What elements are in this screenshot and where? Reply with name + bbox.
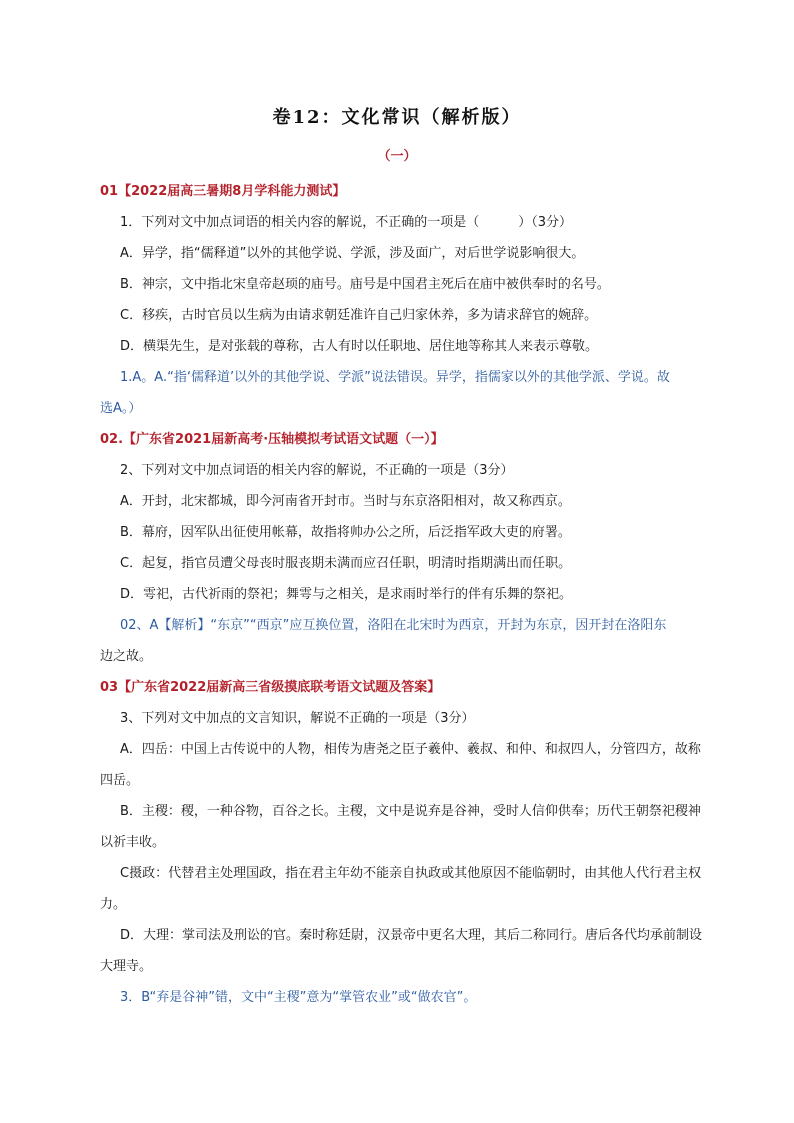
- question-3-option-c-line-1: C摄政：代替君主处理国政，指在君主年幼不能亲自执政或其他原因不能临朝时，由其他人代行君主权: [120, 866, 702, 881]
- question-2-option-d: D．雩祀，古代祈雨的祭祀；舞雩与之相关，是求雨时举行的伴有乐舞的祭祀。: [120, 587, 573, 602]
- question-1-option-b: B．神宗，文中指北宋皇帝赵顼的庙号。庙号是中国君主死后在庙中被供奉时的名号。: [120, 277, 610, 292]
- question-3-option-c-line-2: 力。: [100, 897, 127, 912]
- question-1-option-d: D．横渠先生，是对张载的尊称，古人有时以任职地、居住地等称其人来表示尊敬。: [120, 339, 599, 354]
- question-2-option-c: C．起复，指官员遭父母丧时服丧期未满而应召任职，明清时指期满出而任职。: [120, 556, 572, 571]
- question-3-option-d-line-1: D．大理：掌司法及刑讼的官。秦时称廷尉，汉景帝中更名大理，其后二称同行。唐后各代均承前制设: [120, 928, 703, 943]
- page-title: 卷12：文化常识（解析版）: [272, 107, 522, 128]
- question-2-answer-line-2: 边之故。: [100, 649, 153, 664]
- question-3-option-d-line-2: 大理寺。: [100, 959, 153, 974]
- question-2-option-b: B．幕府，因军队出征使用帐幕，故指将帅办公之所，后泛指军政大吏的府署。: [120, 525, 571, 540]
- question-3-option-a-line-1: A．四岳：中国上古传说中的人物，相传为唐尧之臣子羲仲、羲叔、和仲、和叔四人，分管四方，故称: [120, 742, 701, 757]
- question-2-option-a: A．开封，北宋都城，即今河南省开封市。当时与东京洛阳相对，故又称西京。: [120, 494, 571, 509]
- question-1-stem: 1．下列对文中加点词语的相关内容的解说，不正确的一项是（ ）（3分）: [120, 215, 573, 230]
- question-3-option-a-line-2: 四岳。: [100, 773, 140, 788]
- question-1-option-c: C．移疾，古时官员以生病为由请求朝廷准许自己归家休养，多为请求辞官的婉辞。: [120, 308, 598, 323]
- question-1-answer-line-2: 选A。）: [100, 401, 142, 416]
- question-3-stem: 3、下列对文中加点的文言知识，解说不正确的一项是（3分）: [120, 711, 475, 726]
- question-2-source: 02.【广东省2021届新高考·压轴模拟考试语文试题（一）】: [100, 432, 444, 447]
- question-2-answer-line-1: 02、A【解析】“东京”“西京”应互换位置，洛阳在北宋时为西京，开封为东京，因开封在洛阳东: [120, 618, 667, 633]
- question-3-answer: 3．B“弃是谷神”错，文中“主稷”意为“掌管农业”或“做农官”。: [120, 990, 477, 1005]
- question-3-source: 03【广东省2022届新高三省级摸底联考语文试题及答案】: [100, 680, 441, 695]
- question-3-option-b-line-2: 以祈丰收。: [100, 835, 166, 850]
- section-label: （一）: [377, 149, 417, 164]
- question-3-option-b-line-1: B．主稷：稷，一种谷物，百谷之长。主稷，文中是说弃是谷神，受时人信仰供奉；历代王朝祭祀稷神: [120, 804, 701, 819]
- question-1-option-a: A．异学，指“儒释道”以外的其他学说、学派，涉及面广，对后世学说影响很大。: [120, 246, 585, 261]
- document-body: [100, 176, 724, 1013]
- question-2-stem: 2、下列对文中加点词语的相关内容的解说，不正确的一项是（3分）: [120, 463, 514, 478]
- question-1-answer-line-1: 1.A。A.“指‘儒释道’以外的其他学说、学派”说法错误。异学，指儒家以外的其他学派、学说。故: [120, 370, 670, 385]
- question-1-source: 01【2022届高三暑期8月学科能力测试】: [100, 184, 346, 199]
